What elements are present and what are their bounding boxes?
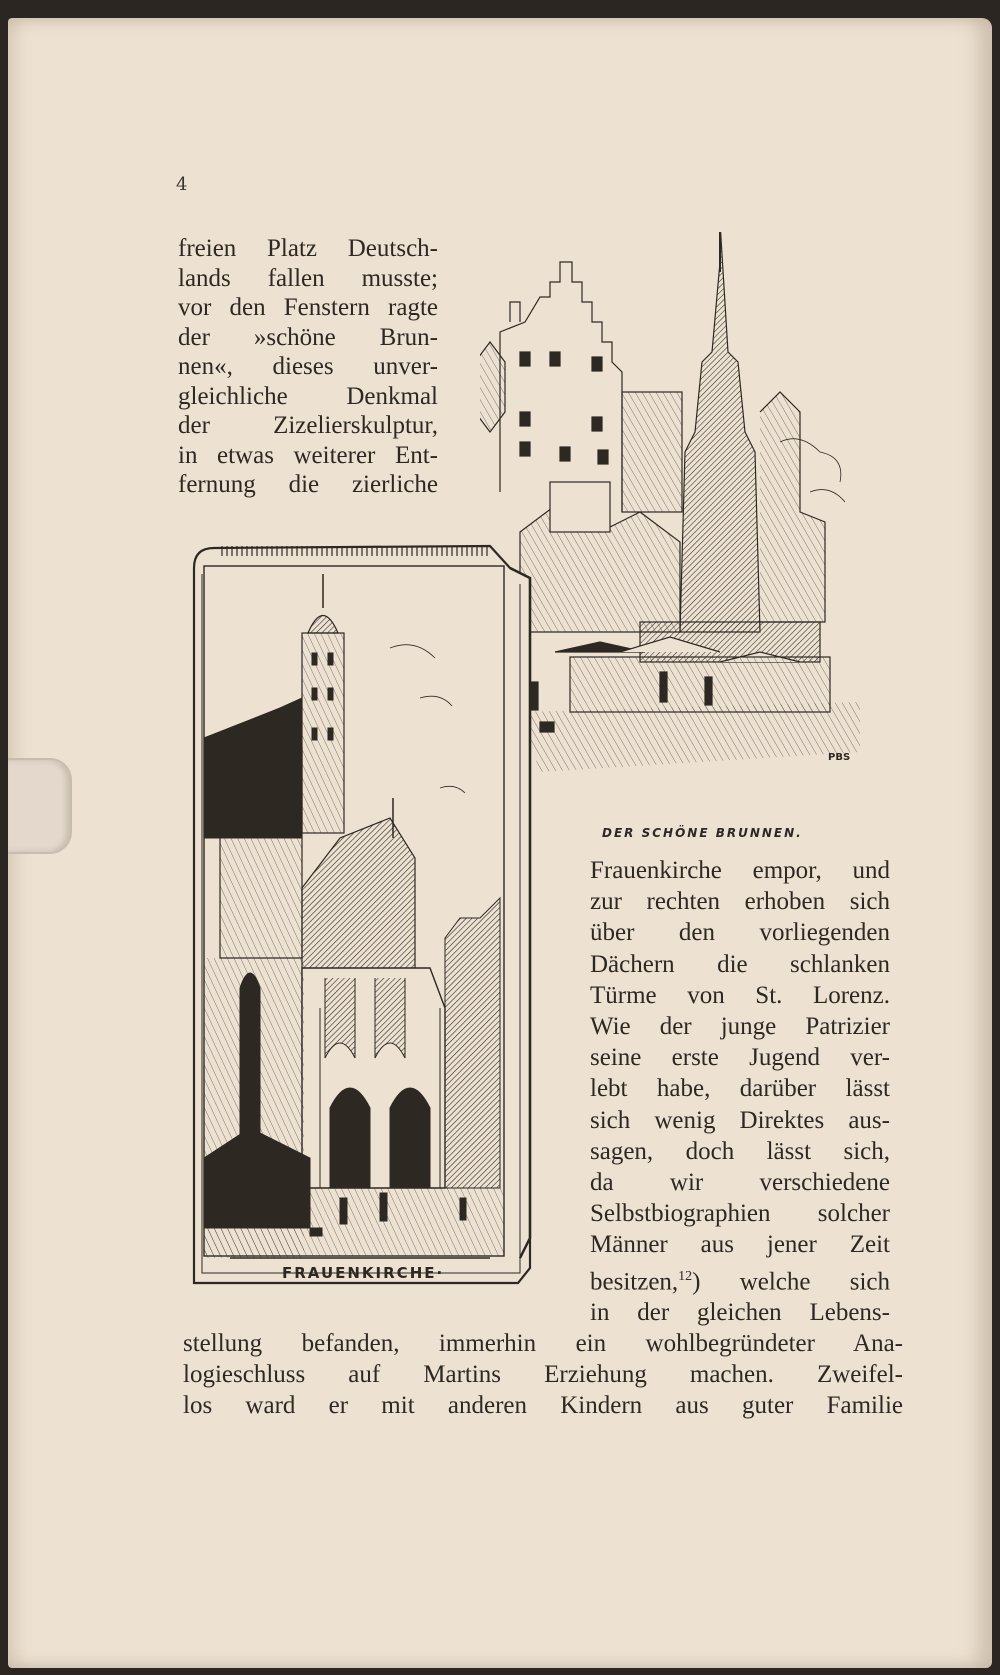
engraver-signature: PBS	[828, 752, 851, 763]
text-line: zur rechten erhoben sich	[590, 888, 890, 916]
text-line: los ward er mit anderen Kindern aus guter Familie	[183, 1392, 903, 1419]
text-line: lebt habe, darüber lässt	[590, 1075, 890, 1103]
text-line: Dächern die schlanken	[590, 950, 890, 978]
page-number: 4	[176, 174, 188, 195]
text-line: Frauenkirche empor, und	[590, 857, 890, 884]
text-line: Selbstbiographien solcher	[590, 1200, 890, 1228]
text-line: sagen, doch lässt sich,	[590, 1137, 890, 1165]
text-line: der »schöne Brun-	[178, 323, 438, 351]
text-line: stellung befanden, immerhin ein wohlbegründeter Ana-	[183, 1330, 903, 1357]
text-line: seine erste Jugend ver-	[590, 1044, 890, 1072]
frauenkirche-caption: FRAUENKIRCHE·	[282, 1264, 445, 1282]
right-column-text	[590, 855, 890, 1328]
frauenkirche-engraving	[190, 538, 552, 1298]
text-fragment: ) welche sich	[692, 1267, 890, 1295]
bottom-text	[183, 1328, 903, 1421]
text-line: nen«, dieses unver-	[178, 353, 438, 380]
text-line: in der gleichen Lebens-	[590, 1299, 890, 1327]
text-line: vor den Fenstern ragte	[178, 294, 438, 321]
page-tab	[8, 758, 72, 854]
left-column-text	[178, 234, 438, 500]
text-line: lands fallen musste;	[178, 264, 438, 292]
text-line: Türme von St. Lorenz.	[590, 981, 890, 1009]
text-line: Männer aus jener Zeit	[590, 1231, 890, 1259]
text-line: Wie der junge Patrizier	[590, 1013, 890, 1041]
text-line: fernung die zierliche	[178, 471, 438, 498]
text-fragment: besitzen,	[590, 1267, 679, 1295]
text-line: da wir verschiedene	[590, 1169, 890, 1197]
text-line: in etwas weiterer Ent-	[178, 441, 438, 469]
text-line: sich wenig Direktes aus-	[590, 1106, 890, 1134]
brunnen-caption: DER SCHÖNE BRUNNEN.	[602, 826, 803, 840]
footnote-reference: 12	[678, 1268, 693, 1284]
text-line: der Zizelierskulptur,	[178, 412, 438, 439]
text-line: gleichliche Denkmal	[178, 382, 438, 410]
text-line: logieschluss auf Martins Erziehung machen. Zweifel-	[183, 1361, 903, 1388]
text-line-with-footnote	[590, 1261, 890, 1298]
text-line: über den vorliegenden	[590, 919, 890, 947]
text-line: freien Platz Deutsch-	[178, 235, 438, 262]
